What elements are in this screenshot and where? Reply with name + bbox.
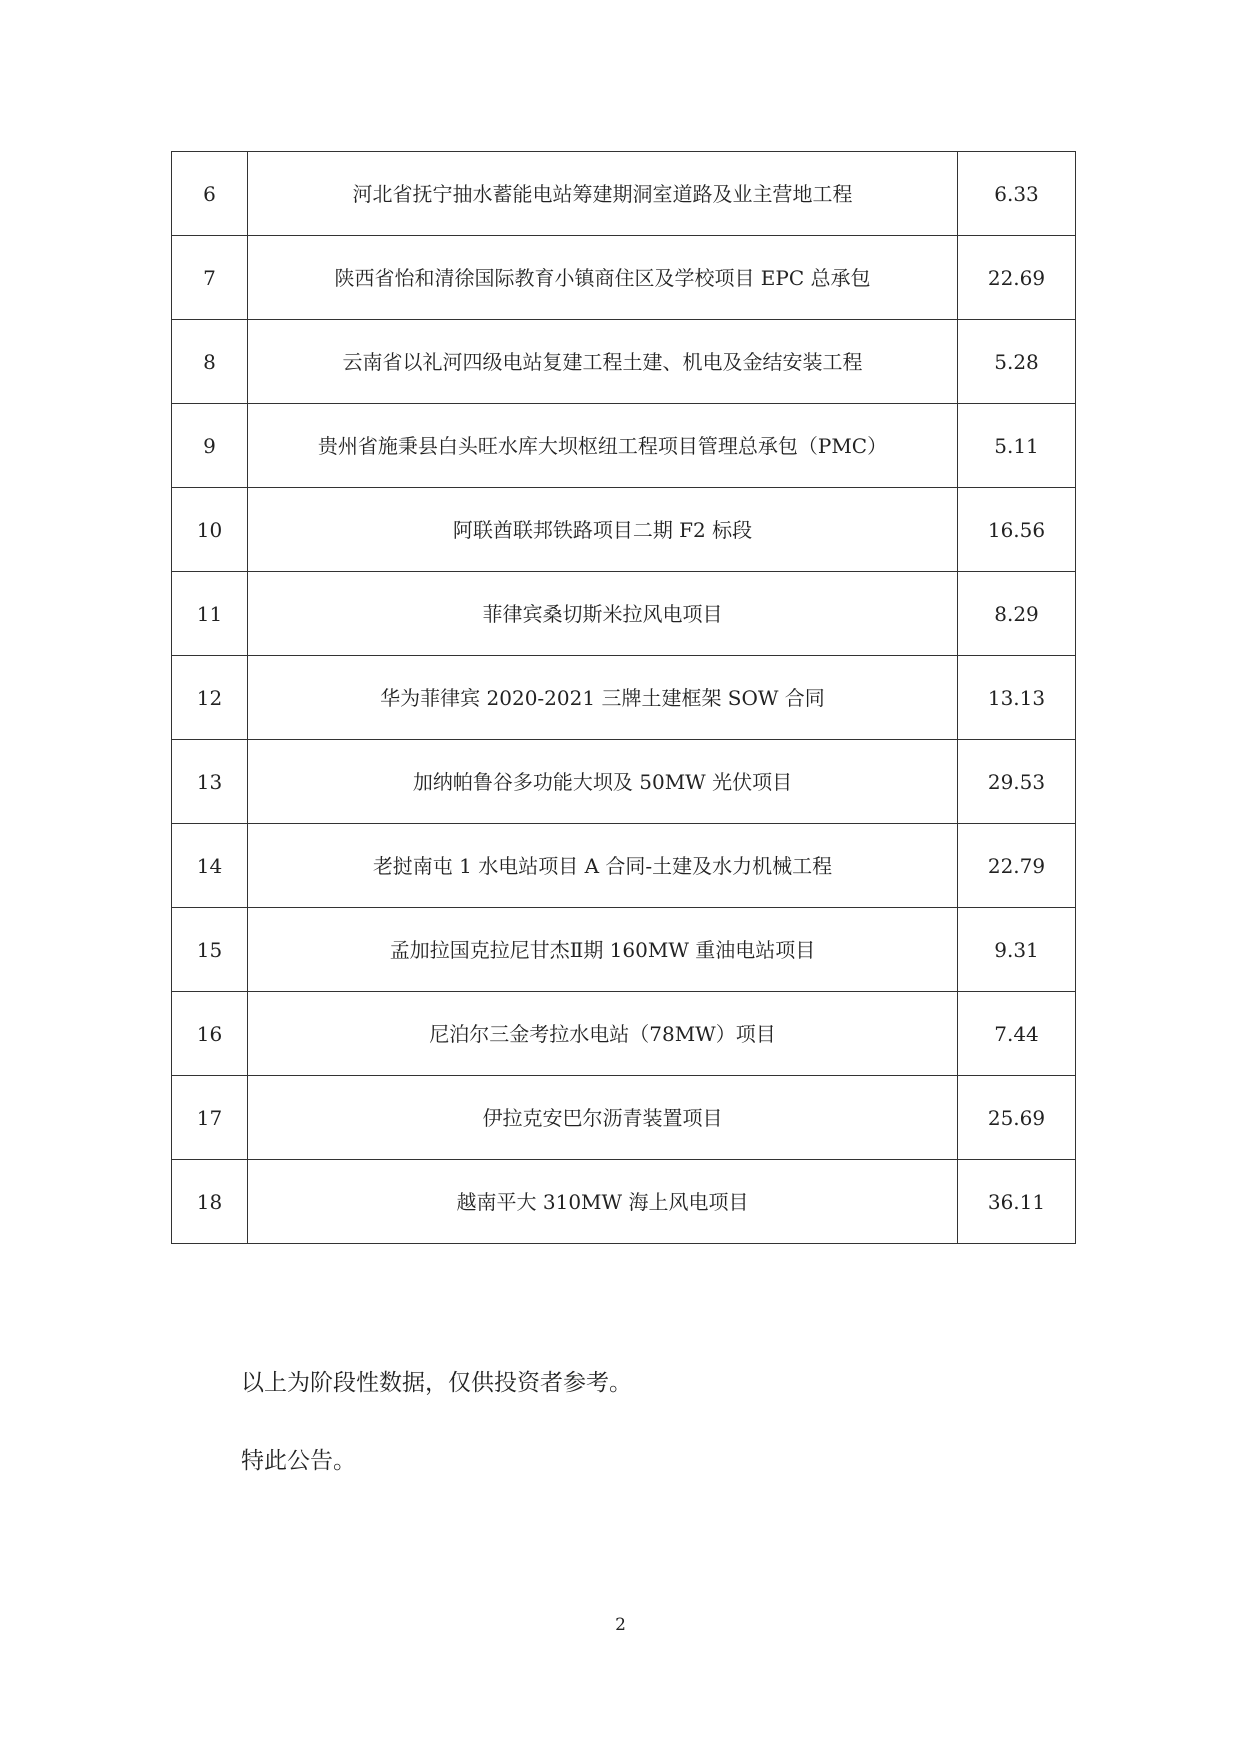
row-index: 13: [172, 740, 248, 824]
project-name: 越南平大 310MW 海上风电项目: [248, 1160, 958, 1244]
projects-table: [171, 151, 1076, 1244]
table-row: [172, 656, 1076, 740]
table-row: [172, 740, 1076, 824]
contract-amount: 36.11: [958, 1160, 1076, 1244]
project-name: 孟加拉国克拉尼甘杰Ⅱ期 160MW 重油电站项目: [248, 908, 958, 992]
row-index: 12: [172, 656, 248, 740]
contract-amount: 25.69: [958, 1076, 1076, 1160]
project-name: 伊拉克安巴尔沥青装置项目: [248, 1076, 958, 1160]
project-name: 尼泊尔三金考拉水电站（78MW）项目: [248, 992, 958, 1076]
contract-amount: 5.28: [958, 320, 1076, 404]
row-index: 8: [172, 320, 248, 404]
row-index: 18: [172, 1160, 248, 1244]
contract-amount: 22.79: [958, 824, 1076, 908]
project-name: 老挝南屯 1 水电站项目 A 合同-土建及水力机械工程: [248, 824, 958, 908]
project-name: 菲律宾桑切斯米拉风电项目: [248, 572, 958, 656]
table-row: [172, 824, 1076, 908]
contract-amount: 6.33: [958, 152, 1076, 236]
page-number: 2: [615, 1615, 626, 1635]
project-name: 云南省以礼河四级电站复建工程土建、机电及金结安装工程: [248, 320, 958, 404]
table-row: [172, 908, 1076, 992]
row-index: 14: [172, 824, 248, 908]
table-row: [172, 992, 1076, 1076]
disclaimer-text: 以上为阶段性数据，仅供投资者参考。: [241, 1370, 632, 1396]
table-row: [172, 1160, 1076, 1244]
contract-amount: 8.29: [958, 572, 1076, 656]
project-name: 加纳帕鲁谷多功能大坝及 50MW 光伏项目: [248, 740, 958, 824]
table-row: [172, 152, 1076, 236]
row-index: 9: [172, 404, 248, 488]
table-row: [172, 572, 1076, 656]
contract-amount: 16.56: [958, 488, 1076, 572]
row-index: 11: [172, 572, 248, 656]
project-name: 河北省抚宁抽水蓄能电站筹建期洞室道路及业主营地工程: [248, 152, 958, 236]
row-index: 15: [172, 908, 248, 992]
contract-amount: 5.11: [958, 404, 1076, 488]
row-index: 7: [172, 236, 248, 320]
row-index: 17: [172, 1076, 248, 1160]
project-name: 贵州省施秉县白头旺水库大坝枢纽工程项目管理总承包（PMC）: [248, 404, 958, 488]
table-row: [172, 1076, 1076, 1160]
project-name: 阿联酋联邦铁路项目二期 F2 标段: [248, 488, 958, 572]
contract-amount: 13.13: [958, 656, 1076, 740]
row-index: 6: [172, 152, 248, 236]
closing-text: 特此公告。: [241, 1448, 356, 1474]
project-name: 华为菲律宾 2020-2021 三牌土建框架 SOW 合同: [248, 656, 958, 740]
table-row: [172, 320, 1076, 404]
table-row: [172, 488, 1076, 572]
table-row: [172, 404, 1076, 488]
row-index: 10: [172, 488, 248, 572]
contract-amount: 7.44: [958, 992, 1076, 1076]
row-index: 16: [172, 992, 248, 1076]
contract-amount: 29.53: [958, 740, 1076, 824]
contract-amount: 9.31: [958, 908, 1076, 992]
table-row: [172, 236, 1076, 320]
project-name: 陕西省怡和清徐国际教育小镇商住区及学校项目 EPC 总承包: [248, 236, 958, 320]
contract-amount: 22.69: [958, 236, 1076, 320]
